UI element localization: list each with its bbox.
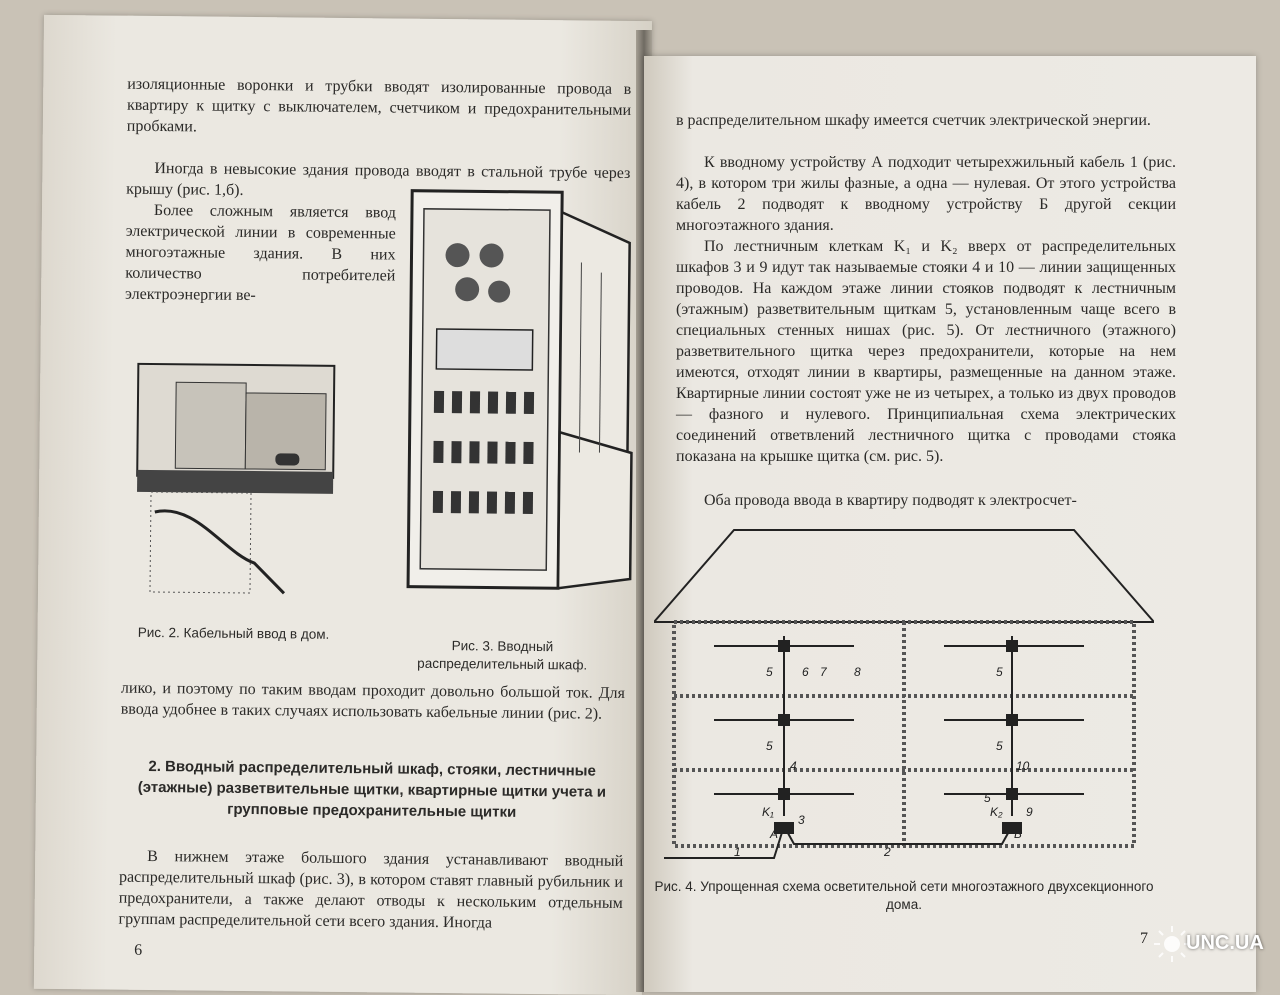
watermark bbox=[1152, 914, 1272, 974]
fig4-label-5e: 5 bbox=[984, 791, 991, 805]
left-para-5: В нижнем этаже большого здания устанавливают вводный распределительный шкаф (рис. 3), в котором ставят главный рубильник и предохранители, а также делают отводы к нескольким отдельным группам распределительной сети всего здания. Иногда bbox=[118, 847, 624, 932]
right-para-1: в распределительном шкафу имеется счетчик электрической энергии. bbox=[676, 112, 1151, 129]
left-para-4: лико, и поэтому по таким вводам проходит довольно большой ток. Для ввода удобнее в таких случаях использовать кабельные линии (рис. 2). bbox=[120, 679, 626, 723]
building-wiring-diagram bbox=[654, 526, 1154, 876]
right-page bbox=[644, 56, 1256, 992]
cabinet-illustration bbox=[398, 181, 642, 603]
fig4-label-2: 2 bbox=[884, 845, 891, 859]
fig4-caption: Рис. 4. Упрощенная схема осветительной сети многоэтажного двухсекционного дома. bbox=[654, 879, 1154, 912]
section-heading: 2. Вводный распределительный шкаф, стояки, лестничные (этажные) разветвительные щитки, квартирные щитки учета и групповые предохранительные щитки bbox=[137, 757, 607, 821]
fig4-label-10: 10 bbox=[1016, 759, 1030, 773]
right-para-2: К вводному устройству А подходит четырехжильный кабель 1 (рис. 4), в котором три жилы фазные, а одна — нулевая. От этого устройства кабель 2 подводят к вводному устройству Б другой секции многоэтажного здания. bbox=[676, 154, 1176, 234]
fig4-label-5a: 5 bbox=[766, 665, 773, 679]
right-para-4: Оба провода ввода в квартиру подводят к электросчет- bbox=[704, 492, 1077, 509]
left-para-3: Более сложным является ввод электрической линии в современные многоэтажные здания. В них количество потребителей электроэнергии ве- bbox=[125, 201, 397, 305]
fig4-label-9: 9 bbox=[1026, 805, 1033, 819]
fig4-label-5b: 5 bbox=[996, 665, 1003, 679]
left-page bbox=[34, 15, 652, 995]
watermark-text: UNC.UA bbox=[1186, 932, 1264, 954]
fig4-label-k2: K₂ bbox=[990, 805, 1003, 819]
left-para-2: Иногда в невысокие здания провода вводят в стальной трубе через крышу (рис. 1,б). bbox=[126, 159, 631, 199]
fig2-caption: Рис. 2. Кабельный ввод в дом. bbox=[137, 624, 330, 642]
fig4-label-3: 3 bbox=[798, 813, 805, 827]
fig4-label-b: Б bbox=[1014, 827, 1022, 841]
right-page-number: 7 bbox=[1140, 930, 1148, 947]
fig4-label-4: 4 bbox=[790, 759, 797, 773]
fig4-label-k1: K₁ bbox=[762, 805, 774, 819]
fig3-caption: Рис. 3. Вводный распределительный шкаф. bbox=[417, 638, 588, 673]
left-para-1: изоляционные воронки и трубки вводят изолированные провода в квартиру к щитку с выключателем, счетчиком и предохранительными пробками. bbox=[126, 75, 632, 136]
cable-entry-illustration bbox=[134, 362, 337, 604]
fig4-label-5d: 5 bbox=[996, 739, 1003, 753]
fig4-label-1: 1 bbox=[734, 845, 741, 859]
left-page-number: 6 bbox=[134, 941, 143, 959]
right-para-3: По лестничным клеткам K₁ и K₂ вверх от распределительных шкафов 3 и 9 идут так называемые стояки 4 и 10 — линии защищенных проводов. На каждом этаже линии стояков подводят к лестничным (этажным) разветвительным щиткам 5, установленным чаще всего в специальных стенных нишах (рис. 5). От лестничного (этажного) разветвительного щитка через предохранители, которые на нем имеются, отходят линии в квартиры, размещенные на данном этаже. Квартирные линии состоят уже не из четырех, а только из двух проводов — фазного и нулевого. Принципиальная схема электрических соединений ответвлений лестничного щитка с проводами стояка показана на крышке щитка (см. рис. 5). bbox=[676, 238, 1176, 465]
fig4-label-6: 6 bbox=[802, 665, 809, 679]
fig4-label-a: A bbox=[770, 827, 779, 841]
fig4-label-7: 7 bbox=[820, 665, 827, 679]
fig4-label-8: 8 bbox=[854, 665, 861, 679]
fig4-label-5c: 5 bbox=[766, 739, 773, 753]
